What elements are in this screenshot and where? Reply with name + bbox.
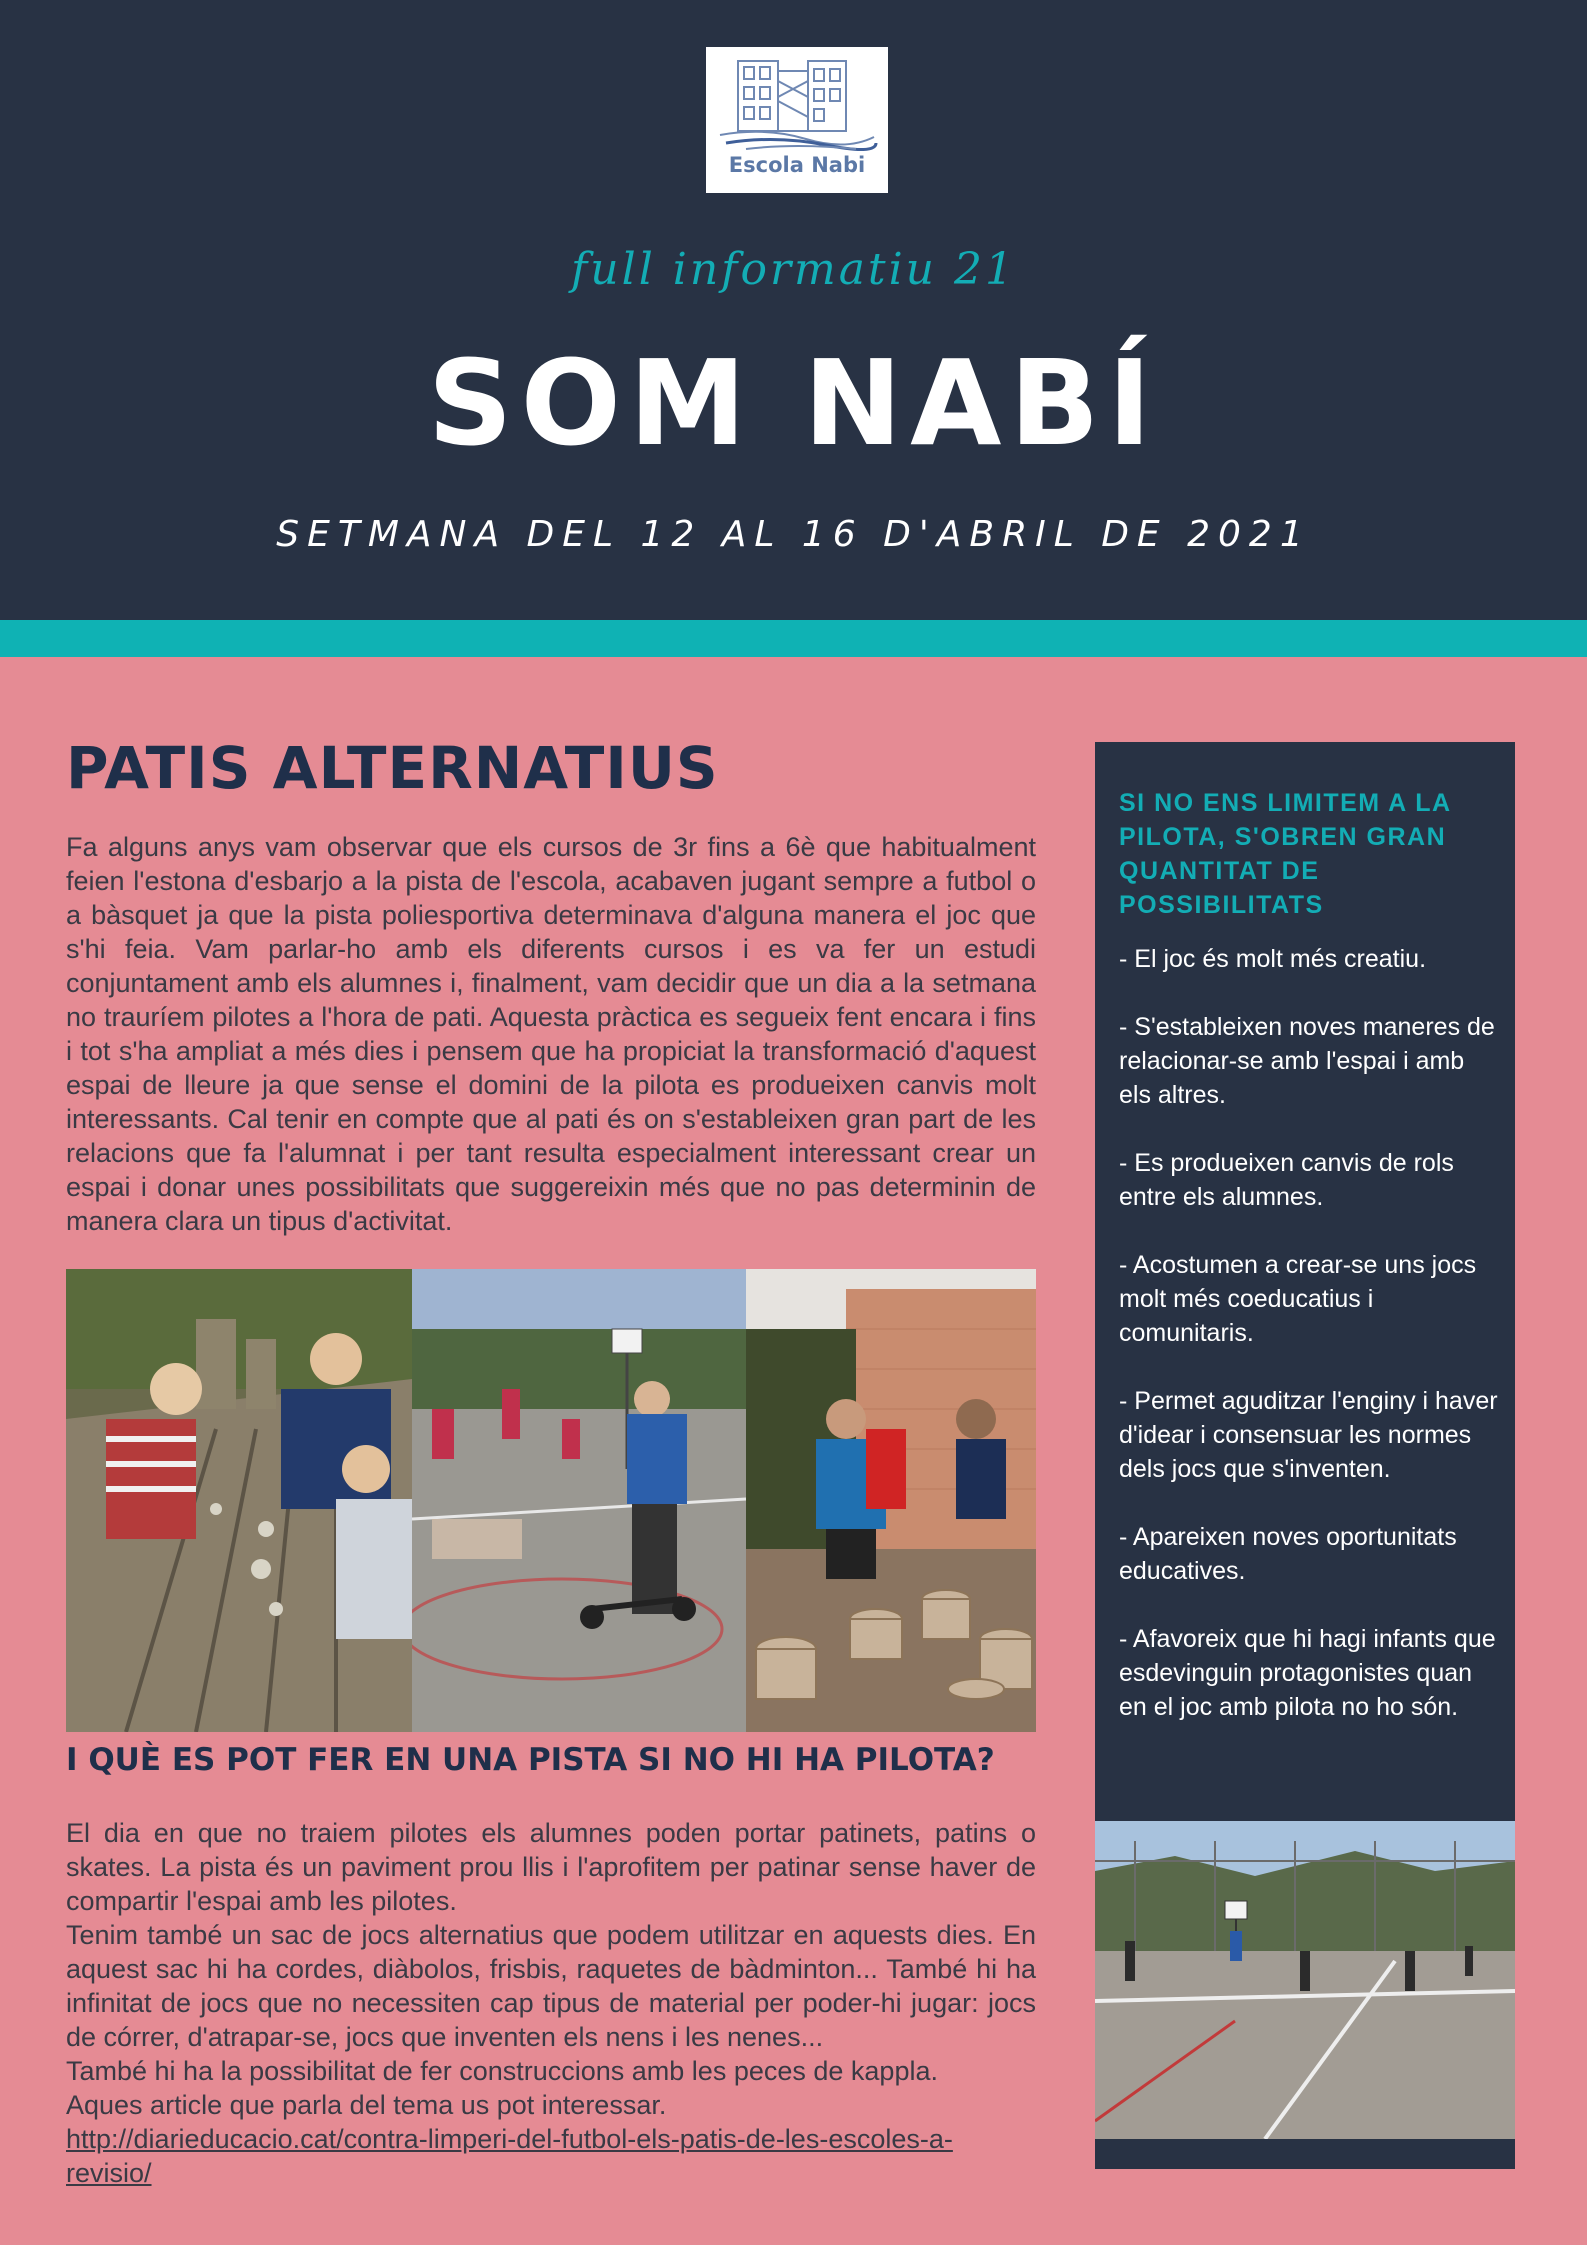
- accent-divider: [0, 620, 1587, 657]
- header-banner: [0, 0, 1587, 620]
- paragraph-line: Tenim també un sac de jocs alternatius que podem utilitzar en aquests dies. En aquest sac hi ha cordes, diàbolos, frisbis, raquetes de bàdminton... També hi ha infinitat de jocs que no necessiten cap tipus de material per poder-hi jugar: jocs de córrer, d'atrapar-se, jocs que inventen els nens i les nenes...: [66, 1920, 1036, 2052]
- photo-basketball-court: [1095, 1821, 1515, 2139]
- list-item: - Apareixen noves oportunitats educatives.: [1119, 1523, 1457, 1585]
- list-item: - Permet aguditzar l'enginy i haver d'idear i consensuar les normes dels jocs que s'inventen.: [1119, 1387, 1498, 1483]
- sidebar-heading: SI NO ENS LIMITEM A LA PILOTA, S'OBREN GRAN QUANTITAT DE POSSIBILITATS: [1119, 789, 1451, 919]
- sidebar-list: [1119, 942, 1499, 1758]
- week-dateline: SETMANA DEL 12 AL 16 D'ABRIL DE 2021: [276, 514, 1311, 555]
- school-logo: [706, 47, 888, 193]
- logo-text: Escola Nabi: [728, 153, 866, 177]
- paragraph-line: També hi ha la possibilitat de fer construccions amb les peces de kappla.: [66, 2056, 938, 2086]
- list-item: - Acostumen a crear-se uns jocs molt més coeducatius i comunitaris.: [1119, 1251, 1477, 1347]
- article-paragraph: Fa alguns anys vam observar que els cursos de 3r fins a 6è que habitualment feien l'estona d'esbarjo a la pista de l'escola, acabaven jugant sempre a futbol o a bàsquet ja que la pista poliesportiva determinava d'alguna manera el joc que s'hi feia. Vam parlar-ho amb els diferents cursos i es va fer un estudi conjuntament amb els alumnes i, finalment, vam decidir que un dia a la setmana no trauríem pilotes a l'hora de pati. Aquesta pràctica es segueix fent encara i fins i tot s'ha ampliat a més dies i pensem que ha propiciat la transformació d'aquest espai de lleure ja que sense el domini de la pilota es produeixen canvis molt interessants. Cal tenir en compte que al pati és on s'estableixen gran part de les relacions que fa l'alumnat i per tant resulta especialment interessant crear un espai i donar unes possibilitats que suggereixin més que no pas determinin de manera clara un tipus d'activitat.: [66, 832, 1036, 1236]
- photo-tree-stumps: [746, 1269, 1036, 1732]
- article-paragraph-2: [66, 1816, 1036, 2122]
- article-heading: PATIS ALTERNATIUS: [66, 734, 719, 802]
- article-link[interactable]: http://diarieducacio.cat/contra-limperi-del-futbol-els-patis-de-les-escoles-a-revisio/: [66, 2124, 953, 2188]
- sidebar-box: [1095, 742, 1515, 2169]
- list-item: - S'estableixen noves maneres de relacionar-se amb l'espai i amb els altres.: [1119, 1013, 1495, 1109]
- list-item: - Es produeixen canvis de rols entre els alumnes.: [1119, 1149, 1454, 1211]
- paragraph-line: El dia en que no traiem pilotes els alumnes poden portar patinets, patins o skates. La pista és un paviment prou llis i l'aprofitem per patinar sense haver de compartir l'espai amb les pilotes.: [66, 1818, 1036, 1916]
- photo-kids-wooden-table: [66, 1269, 412, 1732]
- newsletter-title: SOM NABÍ: [427, 334, 1160, 472]
- list-item: - El joc és molt més creatiu.: [1119, 945, 1427, 973]
- photo-playground-scooter: [412, 1269, 746, 1732]
- section-subheading: I QUÈ ES POT FER EN UNA PISTA SI NO HI HA PILOTA?: [66, 1742, 995, 1778]
- list-item: - Afavoreix que hi hagi infants que esdevinguin protagonistes quan en el joc amb pilota no ho són.: [1119, 1625, 1496, 1721]
- photo-strip: [66, 1269, 1036, 1732]
- issue-subtitle: full informatiu 21: [571, 244, 1016, 295]
- paragraph-line: Aques article que parla del tema us pot interessar.: [66, 2090, 667, 2120]
